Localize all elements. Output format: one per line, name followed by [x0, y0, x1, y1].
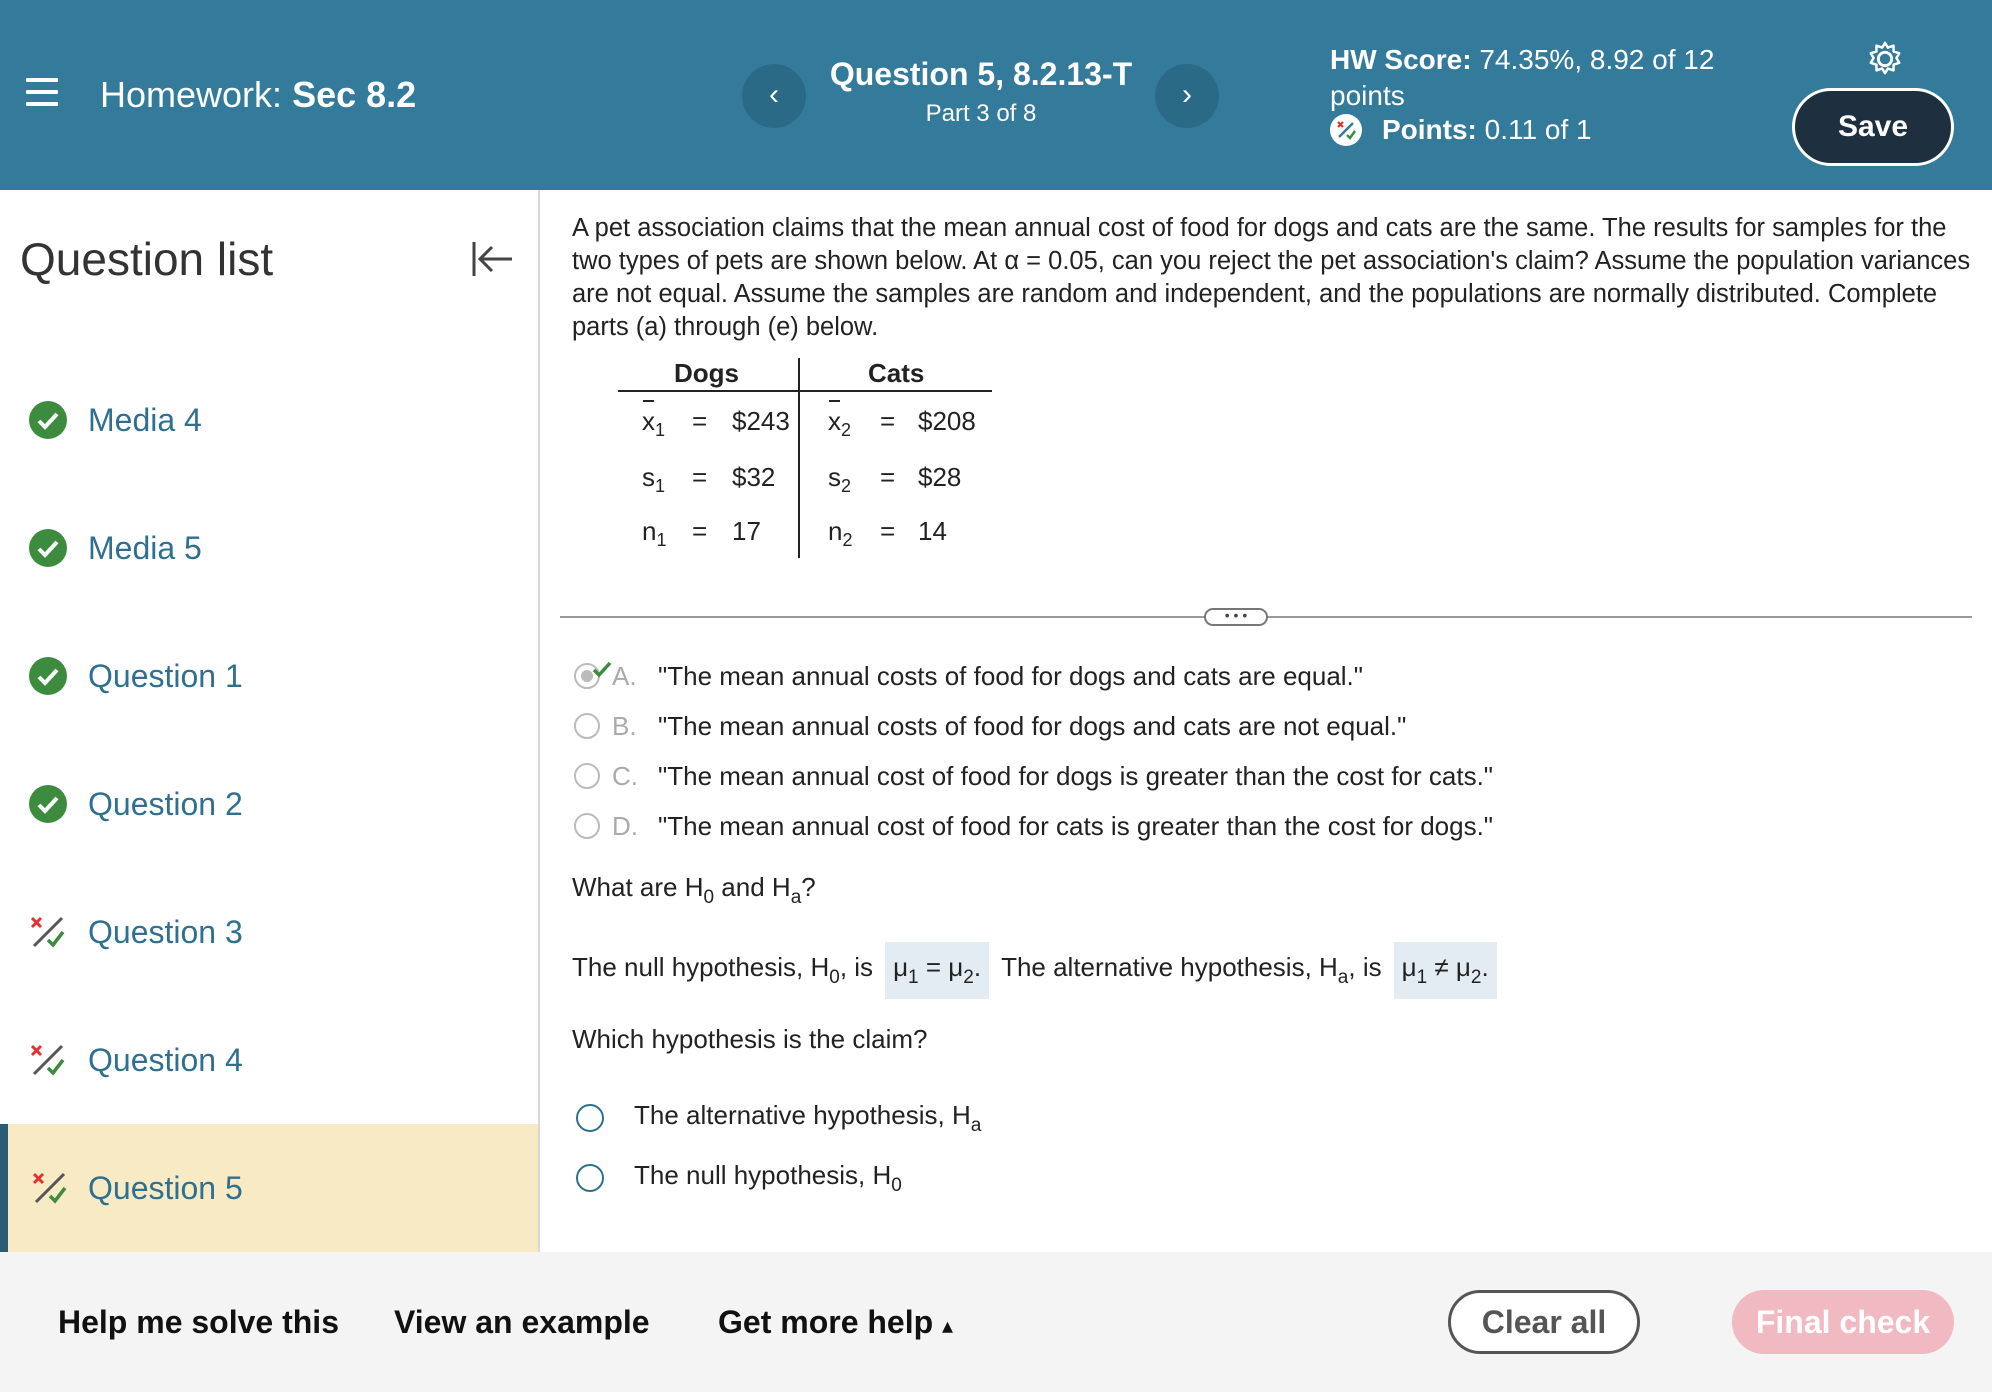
- x1-symbol: $x_1$: [642, 406, 666, 440]
- radio-selected[interactable]: [574, 663, 600, 689]
- s1-symbol: $s_1$: [642, 462, 666, 496]
- x2-value: $208: [918, 406, 976, 436]
- sidebar-item-media-4[interactable]: [0, 356, 538, 484]
- s2-value: $28: [918, 462, 962, 492]
- homework-section: Sec 8.2: [292, 74, 417, 115]
- option-letter: D.: [612, 810, 638, 841]
- hw-score-unit: points: [1330, 80, 1405, 111]
- claim-option-alternative[interactable]: [576, 1098, 981, 1138]
- option-text: "The mean annual costs of food for dogs and cats are not equal.": [658, 710, 1407, 741]
- previous-question-button[interactable]: ‹: [742, 64, 806, 128]
- homework-title: [100, 74, 416, 116]
- alt-hypothesis-label: The alternative hypothesis, $H_a$, is: [1001, 952, 1382, 988]
- collapse-sidebar-icon[interactable]: [468, 234, 518, 284]
- null-hypothesis-answer[interactable]: $\mu_1 = \mu_2$.: [885, 942, 989, 999]
- final-check-button[interactable]: Final check: [1732, 1290, 1954, 1354]
- sidebar-item-media-5[interactable]: [0, 484, 538, 612]
- n1-symbol: $n_1$: [642, 516, 667, 550]
- radio-button[interactable]: [576, 1104, 604, 1132]
- bottom-toolbar: [0, 1252, 1992, 1392]
- radio-button[interactable]: [574, 763, 600, 789]
- partial-credit-icon: [28, 1040, 68, 1080]
- option-b[interactable]: [574, 706, 1406, 746]
- sidebar-item-question-1[interactable]: [0, 612, 538, 740]
- next-question-button[interactable]: ›: [1155, 64, 1219, 128]
- n1-value: 17: [732, 516, 761, 546]
- option-letter: B.: [612, 710, 637, 741]
- get-more-help-button[interactable]: [718, 1304, 953, 1341]
- claim-option-text: The null hypothesis, $H_0$: [634, 1159, 902, 1196]
- caret-up-icon: ▴: [942, 1313, 954, 1338]
- n2-symbol: $n_2$: [828, 516, 853, 550]
- claim-question: Which hypothesis is the claim?: [572, 1024, 928, 1054]
- sidebar-item-label: Media 5: [88, 529, 202, 566]
- null-hypothesis-label: The null hypothesis, $H_0$, is: [572, 952, 874, 988]
- sidebar-item-label: Question 3: [88, 913, 243, 950]
- hypotheses-line: [572, 942, 1509, 999]
- partial-credit-icon: [1330, 114, 1362, 146]
- sidebar-item-label: Question 4: [88, 1041, 243, 1078]
- option-text: "The mean annual cost of food for cats is greater than the cost for dogs.": [658, 810, 1494, 841]
- radio-button[interactable]: [574, 813, 600, 839]
- question-prompt: A pet association claims that the mean annual cost of food for dogs and cats are the same. The results for samples for the two types of pets are shown below. At α = 0.05, can you reject the pet association's claim? Assume the population variances are not equal. Assume the samples are random and independent, and the populations are normally distributed. Complete parts (a) through (e) below.: [572, 214, 1971, 341]
- check-circle-icon: [28, 656, 68, 696]
- top-header: [0, 0, 1992, 190]
- check-circle-icon: [28, 784, 68, 824]
- option-text: "The mean annual costs of food for dogs and cats are equal.": [658, 660, 1364, 691]
- option-letter: A.: [612, 660, 637, 691]
- claim-option-text: The alternative hypothesis, $H_a$: [634, 1099, 982, 1136]
- radio-button[interactable]: [574, 713, 600, 739]
- points-line: [1330, 114, 1592, 146]
- expand-handle[interactable]: • • •: [1204, 608, 1268, 626]
- sidebar-item-label: Question 1: [88, 657, 243, 694]
- equals-sign: =: [692, 406, 708, 436]
- check-icon: [592, 661, 612, 679]
- equals-sign: =: [880, 406, 896, 436]
- x1-value: $243: [732, 406, 790, 436]
- equals-sign: =: [880, 516, 896, 546]
- s2-symbol: $s_2$: [828, 462, 852, 496]
- save-button[interactable]: Save: [1792, 88, 1954, 166]
- claim-option-null[interactable]: [576, 1158, 902, 1198]
- question-panel: [542, 190, 1992, 1252]
- sidebar-item-label: Media 4: [88, 401, 202, 438]
- check-circle-icon: [28, 528, 68, 568]
- equals-sign: =: [880, 462, 896, 492]
- question-list-sidebar: [0, 190, 540, 1252]
- alt-hypothesis-answer[interactable]: $\mu_1 \ne \mu_2$.: [1394, 942, 1497, 999]
- get-more-help-label: Get more help: [718, 1304, 934, 1340]
- help-me-solve-button[interactable]: Help me solve this: [58, 1304, 339, 1340]
- sample-data-table: [618, 358, 998, 558]
- option-text: "The mean annual cost of food for dogs is greater than the cost for cats.": [658, 760, 1494, 791]
- points-value: 0.11 of 1: [1484, 114, 1592, 145]
- hw-score-label: HW Score:: [1330, 44, 1472, 75]
- x2-symbol: $x_2$: [828, 406, 852, 440]
- view-example-button[interactable]: View an example: [394, 1304, 650, 1340]
- option-c[interactable]: [574, 756, 1493, 796]
- menu-icon[interactable]: [26, 78, 58, 106]
- hypotheses-question: What are $H_0$ and $H_a$?: [572, 872, 816, 908]
- dogs-header: Dogs: [674, 358, 739, 388]
- sidebar-item-question-5[interactable]: [0, 1124, 538, 1252]
- option-letter: C.: [612, 760, 638, 791]
- s1-value: $32: [732, 462, 776, 492]
- option-d[interactable]: [574, 806, 1493, 846]
- clear-all-button[interactable]: Clear all: [1448, 1290, 1640, 1354]
- cats-header: Cats: [868, 358, 925, 388]
- settings-gear-icon[interactable]: [1866, 40, 1904, 78]
- question-title: Question 5, 8.2.13-T: [829, 56, 1133, 92]
- radio-button[interactable]: [576, 1164, 604, 1192]
- sidebar-item-question-3[interactable]: [0, 868, 538, 996]
- hw-score: [1330, 42, 1750, 114]
- equals-sign: =: [692, 516, 708, 546]
- question-part: Part 3 of 8: [925, 100, 1037, 127]
- sidebar-item-question-2[interactable]: [0, 740, 538, 868]
- sidebar-item-label: Question 2: [88, 785, 243, 822]
- partial-credit-icon: [30, 1168, 70, 1208]
- question-list-title: Question list: [20, 233, 274, 285]
- sidebar-item-label: Question 5: [88, 1169, 243, 1206]
- homework-label: Homework:: [100, 74, 283, 115]
- check-circle-icon: [28, 400, 68, 440]
- partial-credit-icon: [28, 912, 68, 952]
- n2-value: 14: [918, 516, 947, 546]
- hw-score-value: 74.35%, 8.92 of 12: [1479, 44, 1715, 75]
- option-a[interactable]: [574, 656, 1363, 696]
- equals-sign: =: [692, 462, 708, 492]
- sidebar-item-question-4[interactable]: [0, 996, 538, 1124]
- points-label: Points:: [1382, 114, 1477, 145]
